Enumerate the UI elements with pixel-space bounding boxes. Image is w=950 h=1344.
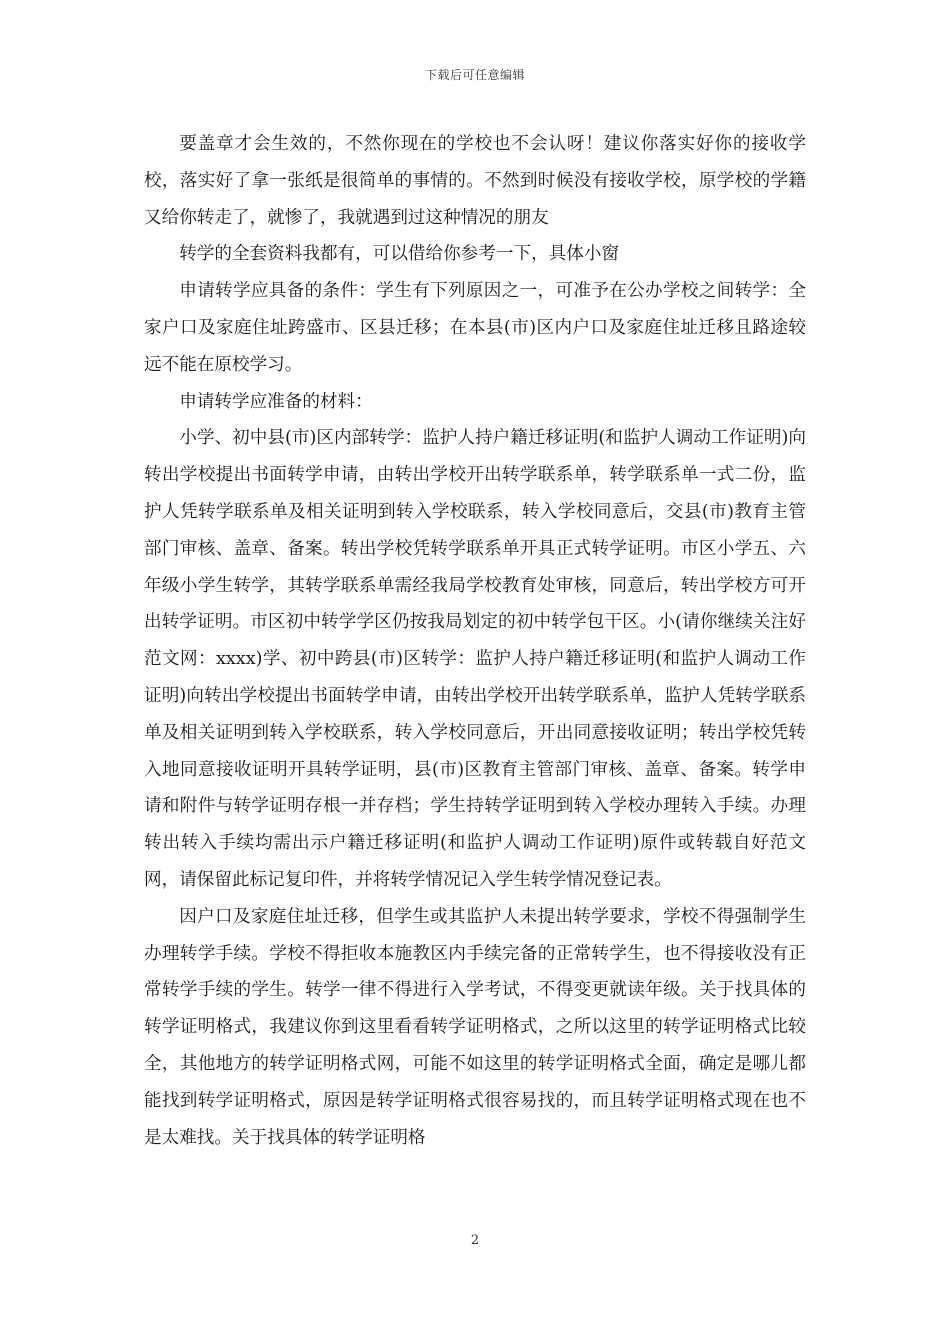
paragraph-transfer-procedure: 小学、初中县(市)区内部转学：监护人持户籍迁移证明(和监护人调动工作证明)向转出学校提出书面转学申请，由转出学校开出转学联系单，转学联系单一式二份，监护人凭转学联系单及相关证明到转入学校联系，转入学校同意后，交县(市)教育主管部门审核、盖章、备案。转出学校凭转学联系单开具正式转学证明。市区小学五、六年级小学生转学，其转学联系单需经我局学校教育处审核，同意后，转出学校方可开出转学证明。市区初中转学学区仍按我局划定的初中转学包干区。小(请你继续关注好范文网：xxxx)学、初中跨县(市)区转学：监护人持户籍迁移证明(和监护人调动工作证明)向转出学校提出书面转学申请，由转出学校开出转学联系单，监护人凭转学联系单及相关证明到转入学校联系，转入学校同意后，开出同意接收证明；转出学校凭转入地同意接收证明开具转学证明，县(市)区教育主管部门审核、盖章、备案。转学申请和附件与转学证明存根一并存档；学生持转学证明到转入学校办理转入手续。办理转出转入手续均需出示户籍迁移证明(和监护人调动工作证明)原件或转载自好范文网，请保留此标记复印件，并将转学情况记入学生转学情况登记表。 xyxy=(144,428,806,890)
paragraph-materials-offer: 转学的全套资料我都有，可以借给你参考一下，具体小窗 xyxy=(179,244,620,265)
paragraph-seal-advice: 要盖章才会生效的，不然你现在的学校也不会认呀！建议你落实好你的接收学校，落实好了拿一张纸是很简单的事情的。不然到时候没有接收学校，原学校的学籍又给你转走了，就惨了，我就遇到过这种情况的朋友 xyxy=(144,134,806,228)
paragraph-transfer-conditions: 申请转学应具备的条件：学生有下列原因之一，可准予在公办学校之间转学：全家户口及家庭住址跨盛市、区县迁移；在本县(市)区内户口及家庭住址迁移且路途较远不能在原校学习。 xyxy=(144,281,806,375)
page-number: 2 xyxy=(470,1233,480,1248)
document-body xyxy=(144,126,806,1156)
paragraph-transfer-rules: 因户口及家庭住址迁移，但学生或其监护人未提出转学要求，学校不得强制学生办理转学手续。学校不得拒收本施教区内手续完备的正常转学生，也不得接收没有正常转学手续的学生。转学一律不得进行入学考试，不得变更就读年级。关于找具体的转学证明格式，我建议你到这里看看转学证明格式，之所以这里的转学证明格式比较全，其他地方的转学证明格式网，可能不如这里的转学证明格式全面，确定是哪儿都能找到转学证明格式，原因是转学证明格式很容易找的，而且转学证明格式现在也不是太难找。关于找具体的转学证明格 xyxy=(144,906,806,1148)
page-header: 下载后可任意编辑 xyxy=(424,68,525,82)
paragraph-materials-heading: 申请转学应准备的材料： xyxy=(179,391,373,412)
